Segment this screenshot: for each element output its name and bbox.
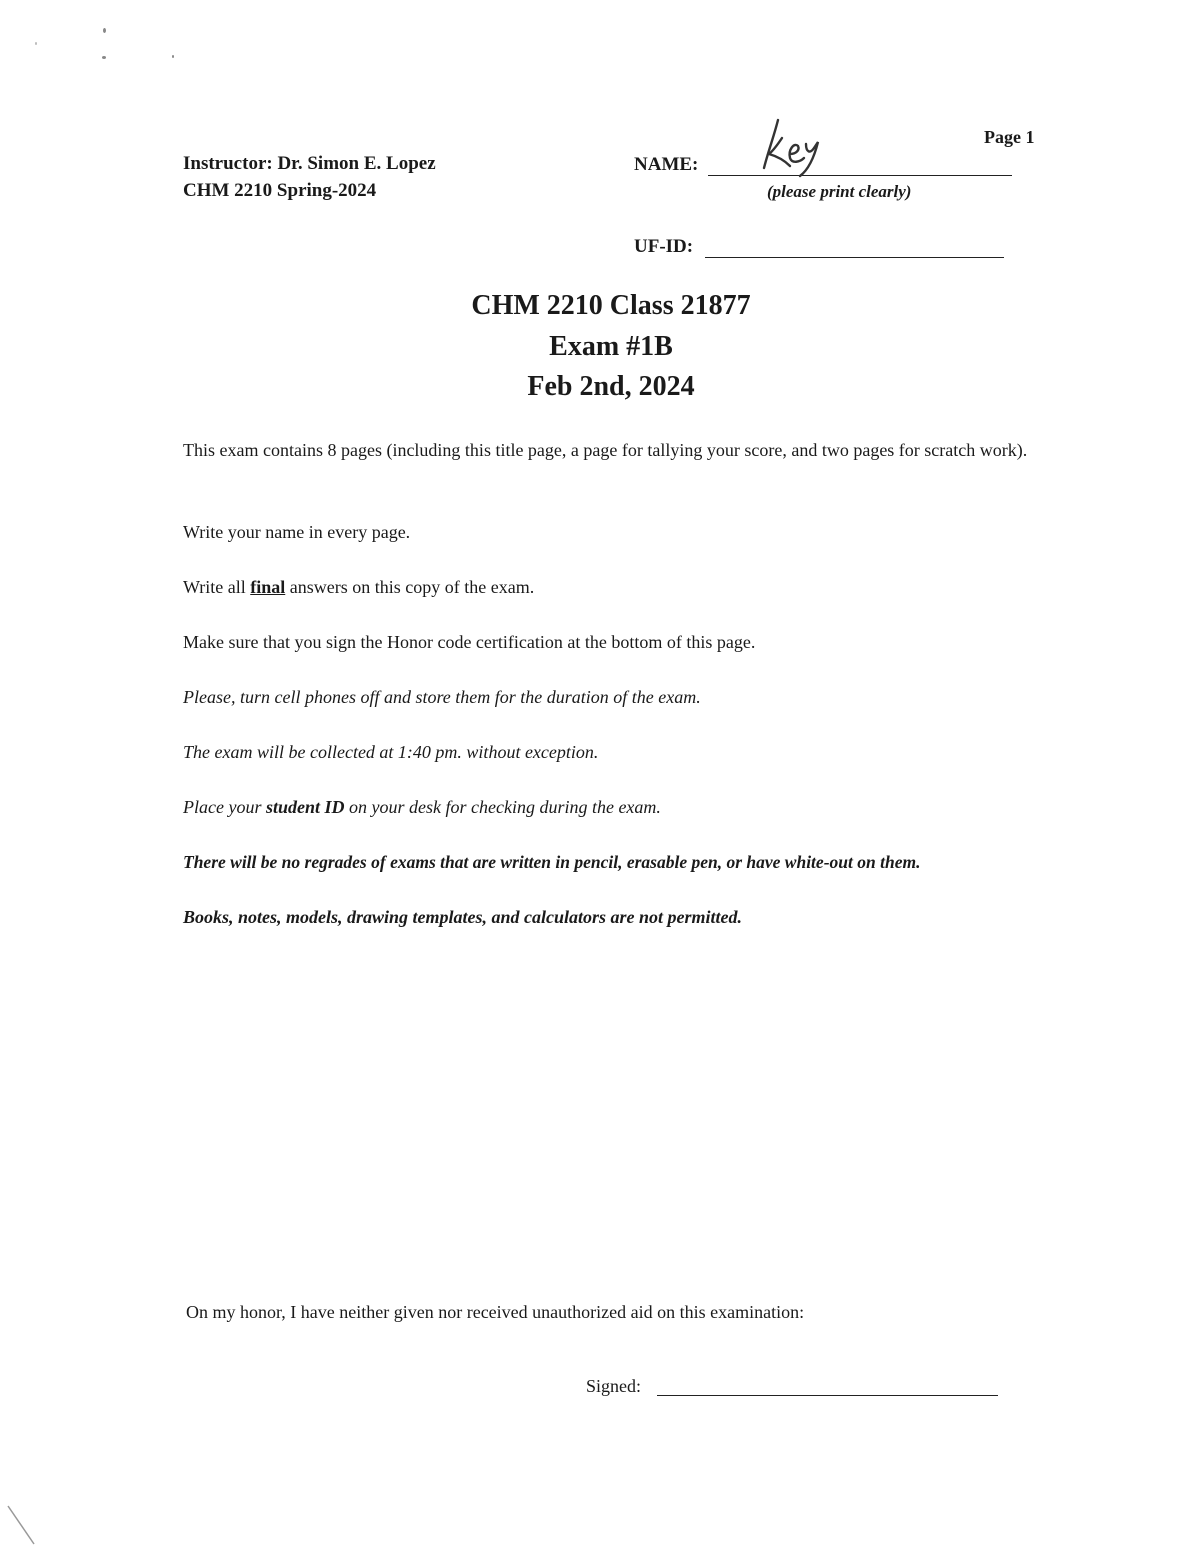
scan-speck: [172, 55, 174, 58]
scan-speck: [103, 28, 106, 33]
instruction-pages: This exam contains 8 pages (including this title page, a page for tallying your score, and two pages for scratch work).: [183, 440, 1028, 460]
name-label: NAME:: [634, 154, 699, 175]
exam-title-course: CHM 2210 Class 21877: [471, 290, 751, 321]
signature-line: [657, 1395, 998, 1396]
instructor-name: Instructor: Dr. Simon E. Lopez: [183, 153, 436, 174]
exam-title-number: Exam #1B: [549, 331, 673, 362]
name-hint: (please print clearly): [767, 182, 912, 201]
scan-mark: [4, 1500, 44, 1550]
name-underline: [708, 175, 1012, 176]
exam-title-date: Feb 2nd, 2024: [527, 371, 695, 402]
instruction-collected: The exam will be collected at 1:40 pm. without exception.: [183, 742, 599, 762]
instruction-phones: Please, turn cell phones off and store them for the duration of the exam.: [183, 687, 701, 707]
honor-statement: On my honor, I have neither given nor received unauthorized aid on this examination:: [186, 1302, 805, 1322]
instruction-honor-sign: Make sure that you sign the Honor code certification at the bottom of this page.: [183, 632, 756, 652]
signed-label: Signed:: [586, 1376, 642, 1396]
instruction-permitted: Books, notes, models, drawing templates, and calculators are not permitted.: [183, 907, 743, 927]
instruction-student-id: Place your student ID on your desk for checking during the exam.: [183, 797, 661, 817]
scan-speck: [35, 42, 37, 45]
instruction-name-every-page: Write your name in every page.: [183, 522, 411, 542]
instruction-regrades: There will be no regrades of exams that are written in pencil, erasable pen, or have white-out on them.: [183, 852, 921, 872]
ufid-underline: [705, 257, 1004, 258]
course-term: CHM 2210 Spring-2024: [183, 180, 377, 201]
ufid-label: UF-ID:: [634, 236, 694, 257]
handwritten-name: [756, 112, 826, 178]
svg-text:Key: Key: [756, 112, 758, 113]
instruction-final-answers: Write all final answers on this copy of the exam.: [183, 577, 535, 597]
final-emphasis: final: [250, 577, 286, 597]
scan-speck: [102, 56, 106, 59]
page-number: Page 1: [984, 127, 1035, 147]
